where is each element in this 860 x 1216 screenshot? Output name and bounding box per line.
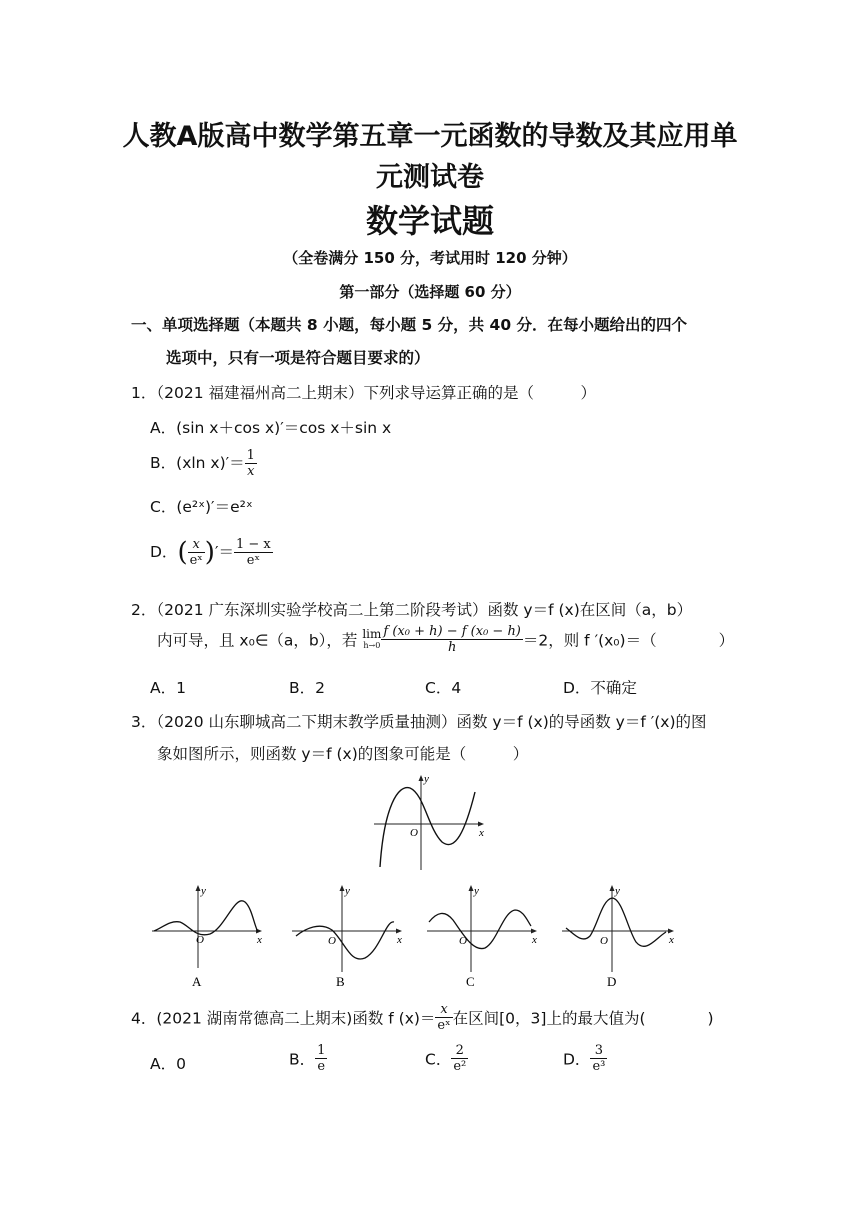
q2-lim: lim [362, 626, 382, 641]
q3-graph-d [560, 880, 682, 992]
q1-b-prefix: B． [150, 454, 177, 472]
q1-c-prefix: C． [150, 498, 177, 516]
graph-d-y-label: y [615, 885, 620, 897]
q1-d-mid: ′＝ [214, 543, 234, 561]
q1-c-text: (e²ˣ)′＝e²ˣ [176, 498, 253, 516]
q4-b-fraction [315, 1043, 327, 1074]
q1-d-paren-right: ) [204, 537, 215, 568]
q3-graph-b [290, 880, 410, 992]
derivative-graph-origin: O [410, 827, 418, 839]
section-heading-line-2: 选项中，只有一项是符合题目要求的） [166, 349, 430, 367]
q1-b-text: (xln x)′＝ [176, 454, 245, 472]
q1-b-fraction [245, 448, 257, 479]
graph-a-curve [154, 901, 258, 935]
section-heading-line-1: 一、单项选择题（本题共 8 小题，每小题 5 分，共 40 分．在每小题给出的四个 [131, 316, 688, 334]
q4-d-fraction [590, 1043, 607, 1074]
subtitle: 数学试题 [365, 202, 494, 240]
q3-line-1: 3．（2020 山东聊城高二下期末教学质量抽测）函数 y＝f (x)的导函数 y＝f ′(x)的图 [131, 713, 707, 731]
q2-frac-den: h [447, 640, 457, 655]
q1-option-a [150, 416, 391, 438]
q4-frac-num: x [435, 1002, 452, 1018]
q4-option-a: A．0 [150, 1055, 186, 1073]
exam-info: （全卷满分 150 分，考试用时 120 分钟） [283, 249, 577, 267]
graph-b-x-label: x [397, 934, 402, 946]
q2-limit [362, 628, 381, 652]
graph-b-y-arrow [340, 885, 345, 891]
graph-d-label: D [607, 974, 617, 989]
graph-c-y-arrow [469, 885, 474, 891]
q1-option-c [150, 495, 253, 517]
q1-option-b [150, 448, 257, 479]
q4-frac-den: eˣ [437, 1018, 451, 1033]
q2-line2-a: 内可导，且 x₀∈（a，b），若 [157, 631, 358, 650]
graph-d-y-arrow [610, 885, 615, 891]
derivative-graph-x-arrow [478, 822, 484, 827]
graph-a-label: A [192, 974, 202, 989]
graph-c-label: C [466, 974, 475, 989]
q3-graph-a [150, 880, 270, 992]
graph-c-curve [429, 910, 531, 949]
q4-b-den: e [317, 1059, 326, 1074]
q1-a-prefix: A． [150, 419, 177, 437]
derivative-graph-x-label: x [479, 827, 484, 839]
q1-option-d [150, 537, 273, 568]
q4-d-den: e³ [592, 1059, 606, 1074]
q2-option-c: C．4 [425, 679, 462, 697]
q1-d-den2: eˣ [246, 553, 260, 568]
q4-b-prefix: B． [289, 1050, 316, 1069]
graph-d-curve [566, 898, 666, 946]
graph-b-curve [296, 922, 394, 959]
q4-c-den: e² [453, 1059, 467, 1074]
derivative-graph-y-label: y [424, 773, 429, 785]
graph-b-x-arrow [396, 929, 402, 934]
q2-option-d: D．不确定 [563, 679, 637, 697]
q4-option-c [425, 1043, 468, 1074]
q3-graph-c [425, 880, 545, 992]
derivative-graph-y-arrow [419, 775, 424, 781]
q2-line-1: 2．（2021 广东深圳实验学校高二上第二阶段考试）函数 y＝f (x)在区间（a，b） [131, 601, 693, 619]
q4-c-prefix: C． [425, 1050, 452, 1069]
q1-d-prefix: D． [150, 543, 178, 561]
q1-d-fraction-1 [188, 537, 205, 568]
q1-d-num1: x [188, 537, 205, 553]
derivative-graph [370, 772, 490, 872]
q2-option-a: A．1 [150, 679, 186, 697]
q4-line-1 [131, 1002, 714, 1033]
q1-b-num: 1 [246, 448, 255, 463]
q4-b-num: 1 [317, 1043, 326, 1058]
q3-line-2: 象如图所示，则函数 y＝f (x)的图象可能是（ ） [157, 745, 529, 763]
q1-stem: 1．（2021 福建福州高二上期末）下列求导运算正确的是（ ） [131, 384, 596, 402]
graph-c-y-label: y [474, 885, 479, 897]
q1-d-den1: eˣ [189, 553, 203, 568]
graph-a-x-label: x [257, 934, 262, 946]
q2-line2-b: ＝2，则 f ′(x₀)＝（ ） [522, 631, 735, 650]
q2-option-b: B．2 [289, 679, 325, 697]
q4-d-prefix: D． [563, 1050, 591, 1069]
graph-a-y-arrow [196, 885, 201, 891]
q4-option-b [289, 1043, 327, 1074]
graph-d-x-arrow [668, 929, 674, 934]
derivative-curve [380, 788, 475, 867]
q1-d-num2: 1 − x [235, 537, 271, 552]
graph-c-x-label: x [532, 934, 537, 946]
q1-d-paren-left: ( [177, 537, 188, 568]
graph-a-y-label: y [201, 885, 206, 897]
part-heading: 第一部分（选择题 60 分） [339, 283, 521, 301]
q4-option-d [563, 1043, 607, 1074]
title-line-2: 元测试卷 [376, 162, 484, 193]
q2-frac-num: f (x₀ + h) − f (x₀ − h) [383, 624, 521, 639]
graph-c-origin: O [459, 935, 467, 947]
graph-a-origin: O [196, 934, 204, 946]
graph-b-origin: O [328, 935, 336, 947]
q1-d-fraction-2 [234, 537, 273, 568]
q4-line1-a: 4．(2021 湖南常德高二上期末)函数 f (x)＝ [131, 1009, 436, 1028]
q2-line-2 [157, 624, 734, 655]
q4-c-num: 2 [451, 1043, 468, 1059]
graph-c-x-arrow [531, 929, 537, 934]
q1-b-den: x [247, 464, 255, 479]
graph-b-y-label: y [345, 885, 350, 897]
q4-c-fraction [451, 1043, 468, 1074]
graph-b-label: B [336, 974, 345, 989]
q1-a-text: (sin x＋cos x)′＝cos x＋sin x [176, 419, 392, 437]
graph-d-x-label: x [669, 934, 674, 946]
q4-fraction [435, 1002, 452, 1033]
q2-fraction [381, 624, 522, 655]
title-line-1: 人教A版高中数学第五章一元函数的导数及其应用单 [122, 121, 738, 152]
q2-lim-sub: h→0 [363, 640, 381, 650]
graph-d-origin: O [600, 935, 608, 947]
q4-d-num: 3 [590, 1043, 607, 1059]
q4-line1-b: 在区间[0，3]上的最大值为( ) [452, 1009, 714, 1028]
